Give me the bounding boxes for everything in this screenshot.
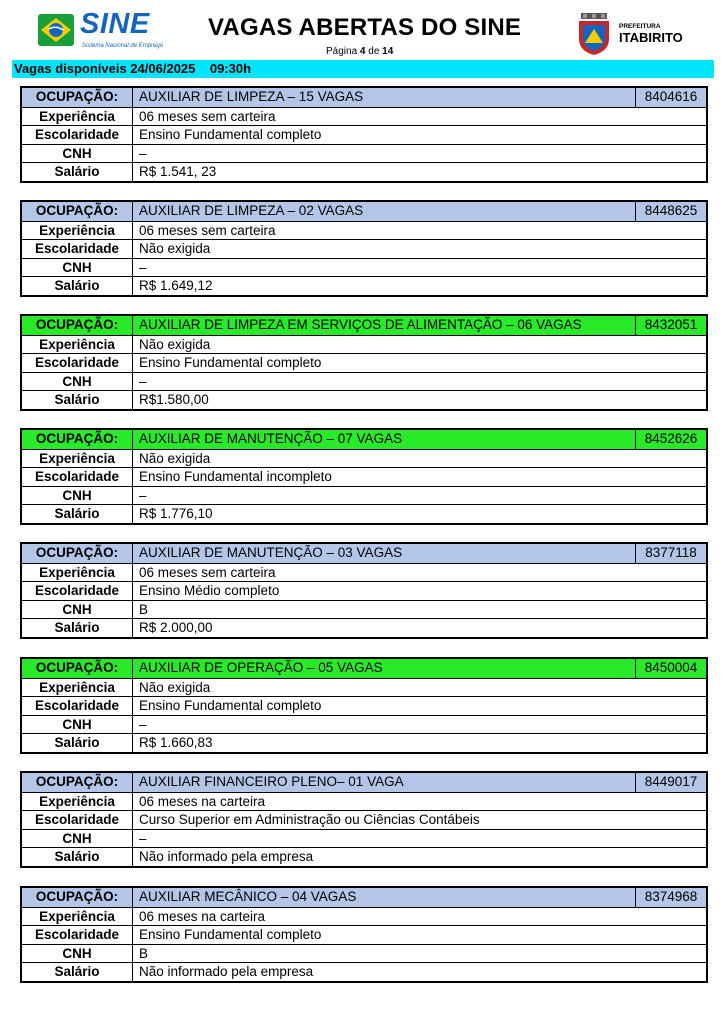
experience-label: Experiência xyxy=(22,336,133,354)
job-code: 8450004 xyxy=(635,659,706,678)
cnh-row xyxy=(22,600,706,619)
job-table xyxy=(20,657,708,754)
job-table xyxy=(20,314,708,411)
salary-row xyxy=(22,276,706,295)
salary-label: Salário xyxy=(22,619,133,637)
cnh-value: – xyxy=(139,373,147,389)
salary-label: Salário xyxy=(22,391,133,409)
cnh-row xyxy=(22,715,706,734)
sine-logo-text: SINE xyxy=(80,8,150,40)
job-code: 8404616 xyxy=(635,88,706,107)
cnh-label: CNH xyxy=(22,487,133,505)
experience-value: 06 meses na carteira xyxy=(139,793,266,809)
salary-row xyxy=(22,162,706,181)
salary-row xyxy=(22,618,706,637)
experience-row xyxy=(22,678,706,697)
occupation-title: AUXILIAR MECÂNICO – 04 VAGAS xyxy=(139,889,357,904)
occupation-label: OCUPAÇÃO: xyxy=(22,888,133,907)
page-current: 4 xyxy=(359,46,366,57)
occupation-title: AUXILIAR DE LIMPEZA – 15 VAGAS xyxy=(139,89,364,104)
salary-value: R$ 1.541, 23 xyxy=(139,164,217,180)
availability-text: Vagas disponíveis 24/06/2025 09:30h xyxy=(14,61,252,76)
experience-value: Não exigida xyxy=(139,679,211,695)
salary-value: R$ 1.649,12 xyxy=(139,278,213,294)
education-label: Escolaridade xyxy=(22,240,133,258)
job-table xyxy=(20,200,708,297)
cnh-label: CNH xyxy=(22,373,133,391)
experience-label: Experiência xyxy=(22,679,133,697)
prefeitura-logo xyxy=(575,13,690,55)
experience-value: Não exigida xyxy=(139,450,211,466)
education-value: Ensino Fundamental incompleto xyxy=(139,469,332,485)
experience-label: Experiência xyxy=(22,793,133,811)
salary-label: Salário xyxy=(22,163,133,181)
occupation-row xyxy=(22,88,706,107)
cnh-label: CNH xyxy=(22,145,133,163)
salary-label: Salário xyxy=(22,963,133,981)
occupation-label: OCUPAÇÃO: xyxy=(22,88,133,107)
experience-row xyxy=(22,563,706,582)
job-table xyxy=(20,771,708,868)
cnh-label: CNH xyxy=(22,945,133,963)
job-code: 8377118 xyxy=(635,544,706,563)
experience-label: Experiência xyxy=(22,450,133,468)
cnh-value: – xyxy=(139,716,147,732)
education-value: Ensino Fundamental completo xyxy=(139,927,322,943)
education-label: Escolaridade xyxy=(22,354,133,372)
job-code: 8432051 xyxy=(635,316,706,335)
cnh-row xyxy=(22,944,706,963)
sine-logo-subtitle: Sistema Nacional de Emprego xyxy=(82,43,164,49)
education-row xyxy=(22,125,706,144)
salary-label: Salário xyxy=(22,277,133,295)
education-value: Curso Superior em Administração ou Ciências Contábeis xyxy=(139,812,480,828)
occupation-title: AUXILIAR FINANCEIRO PLENO– 01 VAGA xyxy=(139,774,404,789)
experience-row xyxy=(22,221,706,240)
page-total: 14 xyxy=(382,46,394,57)
occupation-title: AUXILIAR DE LIMPEZA – 02 VAGAS xyxy=(139,203,364,218)
page-number xyxy=(326,46,393,57)
experience-value: 06 meses na carteira xyxy=(139,908,266,924)
cnh-label: CNH xyxy=(22,259,133,277)
education-label: Escolaridade xyxy=(22,126,133,144)
job-table xyxy=(20,428,708,525)
education-label: Escolaridade xyxy=(22,811,133,829)
education-value: Ensino Fundamental completo xyxy=(139,698,322,714)
occupation-label: OCUPAÇÃO: xyxy=(22,202,133,221)
salary-row xyxy=(22,733,706,752)
cnh-value: – xyxy=(139,259,147,275)
cnh-row xyxy=(22,372,706,391)
occupation-row xyxy=(22,659,706,678)
cnh-row xyxy=(22,829,706,848)
experience-value: 06 meses sem carteira xyxy=(139,108,276,124)
cnh-row xyxy=(22,144,706,163)
experience-row xyxy=(22,907,706,926)
salary-value: R$1.580,00 xyxy=(139,392,209,408)
occupation-row xyxy=(22,544,706,563)
education-row xyxy=(22,467,706,486)
experience-value: Não exigida xyxy=(139,336,211,352)
availability-banner xyxy=(12,60,714,78)
education-value: Não exigida xyxy=(139,241,211,257)
salary-row xyxy=(22,504,706,523)
job-code: 8452626 xyxy=(635,430,706,449)
prefeitura-label: PREFEITURA xyxy=(619,23,661,30)
salary-label: Salário xyxy=(22,848,133,866)
education-value: Ensino Médio completo xyxy=(139,583,280,599)
occupation-label: OCUPAÇÃO: xyxy=(22,544,133,563)
experience-row xyxy=(22,449,706,468)
education-label: Escolaridade xyxy=(22,468,133,486)
salary-value: R$ 1.660,83 xyxy=(139,735,213,751)
page-header xyxy=(0,0,724,60)
education-row xyxy=(22,353,706,372)
cnh-value: B xyxy=(139,945,149,961)
job-code: 8449017 xyxy=(635,773,706,792)
occupation-row xyxy=(22,202,706,221)
salary-row xyxy=(22,847,706,866)
cnh-value: – xyxy=(139,487,147,503)
education-value: Ensino Fundamental completo xyxy=(139,127,322,143)
occupation-label: OCUPAÇÃO: xyxy=(22,773,133,792)
job-code: 8448625 xyxy=(635,202,706,221)
page-title: VAGAS ABERTAS DO SINE xyxy=(208,14,522,41)
salary-row xyxy=(22,962,706,981)
experience-value: 06 meses sem carteira xyxy=(139,222,276,238)
brazil-flag-icon xyxy=(38,12,76,48)
cnh-label: CNH xyxy=(22,830,133,848)
education-row xyxy=(22,239,706,258)
occupation-title: AUXILIAR DE MANUTENÇÃO – 03 VAGAS xyxy=(139,545,403,560)
page-prefix: Página xyxy=(326,46,358,57)
cnh-row xyxy=(22,486,706,505)
city-name: ITABIRITO xyxy=(619,30,683,45)
experience-row xyxy=(22,792,706,811)
cnh-label: CNH xyxy=(22,716,133,734)
occupation-row xyxy=(22,316,706,335)
education-row xyxy=(22,581,706,600)
education-row xyxy=(22,810,706,829)
education-value: Ensino Fundamental completo xyxy=(139,355,322,371)
education-label: Escolaridade xyxy=(22,582,133,600)
experience-label: Experiência xyxy=(22,108,133,126)
experience-label: Experiência xyxy=(22,222,133,240)
job-code: 8374968 xyxy=(635,888,706,907)
salary-value: R$ 1.776,10 xyxy=(139,506,213,522)
cnh-value: – xyxy=(139,145,147,161)
occupation-label: OCUPAÇÃO: xyxy=(22,316,133,335)
occupation-label: OCUPAÇÃO: xyxy=(22,659,133,678)
cnh-value: – xyxy=(139,830,147,846)
salary-value: Não informado pela empresa xyxy=(139,964,314,980)
experience-row xyxy=(22,335,706,354)
cnh-label: CNH xyxy=(22,601,133,619)
education-label: Escolaridade xyxy=(22,926,133,944)
occupation-title: AUXILIAR DE LIMPEZA EM SERVIÇOS DE ALIMENTAÇÃO – 06 VAGAS xyxy=(139,317,582,332)
salary-value: Não informado pela empresa xyxy=(139,849,314,865)
occupation-label: OCUPAÇÃO: xyxy=(22,430,133,449)
salary-label: Salário xyxy=(22,734,133,752)
city-crest-icon xyxy=(575,13,613,55)
cnh-row xyxy=(22,258,706,277)
sine-logo xyxy=(38,8,168,52)
job-table xyxy=(20,542,708,639)
job-table xyxy=(20,886,708,983)
education-row xyxy=(22,696,706,715)
experience-value: 06 meses sem carteira xyxy=(139,564,276,580)
experience-row xyxy=(22,107,706,126)
page-sep: de xyxy=(368,46,380,57)
experience-label: Experiência xyxy=(22,564,133,582)
salary-value: R$ 2.000,00 xyxy=(139,620,213,636)
occupation-row xyxy=(22,430,706,449)
education-label: Escolaridade xyxy=(22,697,133,715)
occupation-title: AUXILIAR DE OPERAÇÃO – 05 VAGAS xyxy=(139,660,383,675)
cnh-value: B xyxy=(139,601,149,617)
education-row xyxy=(22,925,706,944)
salary-row xyxy=(22,390,706,409)
occupation-row xyxy=(22,773,706,792)
occupation-title: AUXILIAR DE MANUTENÇÃO – 07 VAGAS xyxy=(139,431,403,446)
salary-label: Salário xyxy=(22,505,133,523)
job-table xyxy=(20,86,708,183)
experience-label: Experiência xyxy=(22,908,133,926)
occupation-row xyxy=(22,888,706,907)
